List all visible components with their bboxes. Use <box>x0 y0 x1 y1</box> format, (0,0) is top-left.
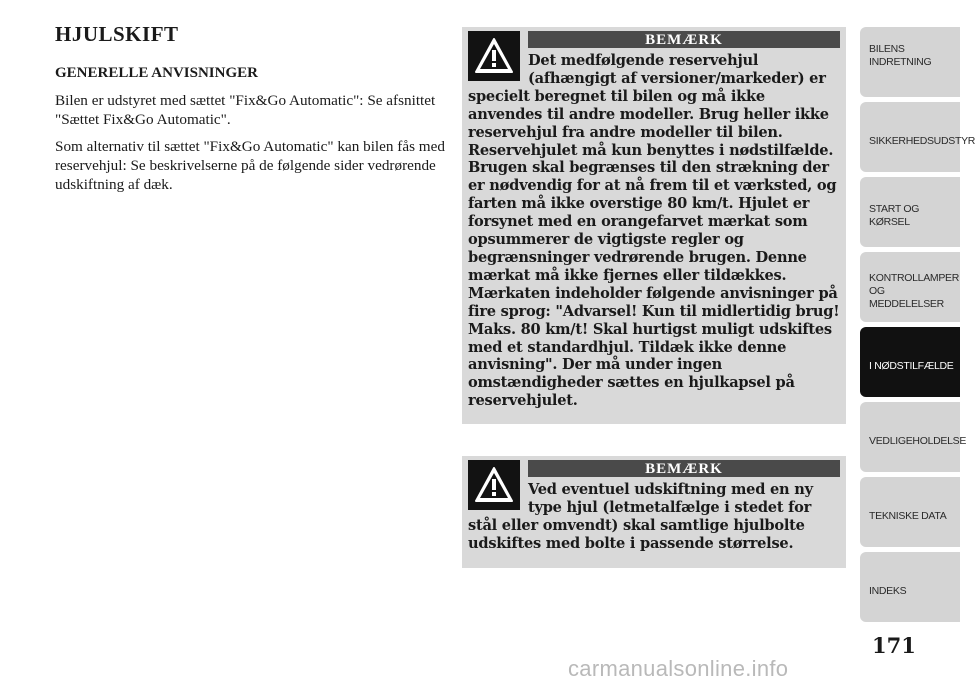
page-number: 171 <box>872 633 916 658</box>
tab-label: INDEKS <box>869 584 907 597</box>
tab-label: SIKKERHEDSUDSTYR <box>869 134 975 147</box>
note-box-wheel-bolts <box>462 456 846 568</box>
tab-label: VEDLIGEHOLDELSE <box>869 434 967 447</box>
watermark: carmanualsonline.info <box>568 656 789 681</box>
note-text: Det medfølgende reservehjul (afhængigt af versioner/markeder) er specielt beregnet til bilen og må ikke anvendes til andre modeller. Brug heller ikke reservehjul fra andre modeller til bilen. Reservehjulet må kun benyttes i nødstilfælde. Brugen skal begrænses til den strækning der er nødvendig for at nå frem til et værksted, og farten må ikke overstige 80 km/t. Hjulet er forsynet med en orangefarvet mærkat som opsummerer de vigtigste regler og begrænsninger vedrørende brugen. Denne mærkat må ikke fjernes eller tildækkes. Mærkaten indeholder følgende anvisninger på fire sprog: "Advarsel! Kun til midlertidig brug! Maks. 80 km/t! Skal hurtigst muligt udskiftes med et standardhjul. Tildæk ikke denne anvisning". Der må under ingen omstændigheder sættes en hjulkapsel på reservehjulet. <box>468 52 840 410</box>
tab-label: TEKNISKE DATA <box>869 509 947 522</box>
tab-kontrollamper[interactable] <box>860 252 960 322</box>
tab-indeks[interactable] <box>860 552 960 622</box>
tab-sikkerhedsudstyr[interactable] <box>860 102 975 172</box>
note-header: BEMÆRK <box>528 460 840 477</box>
note-box-spare-wheel <box>462 27 846 424</box>
tab-label: KONTROLLAMPER OG MEDDELELSER <box>869 271 960 310</box>
warning-triangle-icon <box>468 31 520 81</box>
tab-label: BILENS INDRETNING <box>869 43 932 68</box>
tab-bilens-indretning[interactable] <box>860 27 960 97</box>
note-header: BEMÆRK <box>528 31 840 48</box>
paragraph-2: Som alternativ til sættet "Fix&Go Automatic" kan bilen fås med reservehjul: Se beskrivelserne på de følgende sider vedrørende udskiftning af dæk. <box>55 138 445 193</box>
chapter-tabs <box>860 27 975 627</box>
tab-i-nodstilfaelde[interactable] <box>860 327 960 397</box>
warning-triangle-icon <box>468 460 520 510</box>
left-column <box>55 22 445 202</box>
paragraph-1: Bilen er udstyret med sættet "Fix&Go Automatic": Se afsnittet "Sættet Fix&Go Automatic". <box>55 92 436 128</box>
tab-label: START OG KØRSEL <box>869 203 920 228</box>
page-title: HJULSKIFT <box>55 22 179 46</box>
section-subtitle: GENERELLE ANVISNINGER <box>55 65 258 81</box>
note-text: Ved eventuel udskiftning med en ny type hjul (letmetalfælge i stedet for stål eller omvendt) skal samtlige hjulbolte udskiftes med bolte i passende størrelse. <box>468 481 813 552</box>
tab-label: I NØDSTILFÆLDE <box>869 359 954 372</box>
tab-start-og-korsel[interactable] <box>860 177 960 247</box>
tab-vedligeholdelse[interactable] <box>860 402 967 472</box>
tab-tekniske-data[interactable] <box>860 477 960 547</box>
